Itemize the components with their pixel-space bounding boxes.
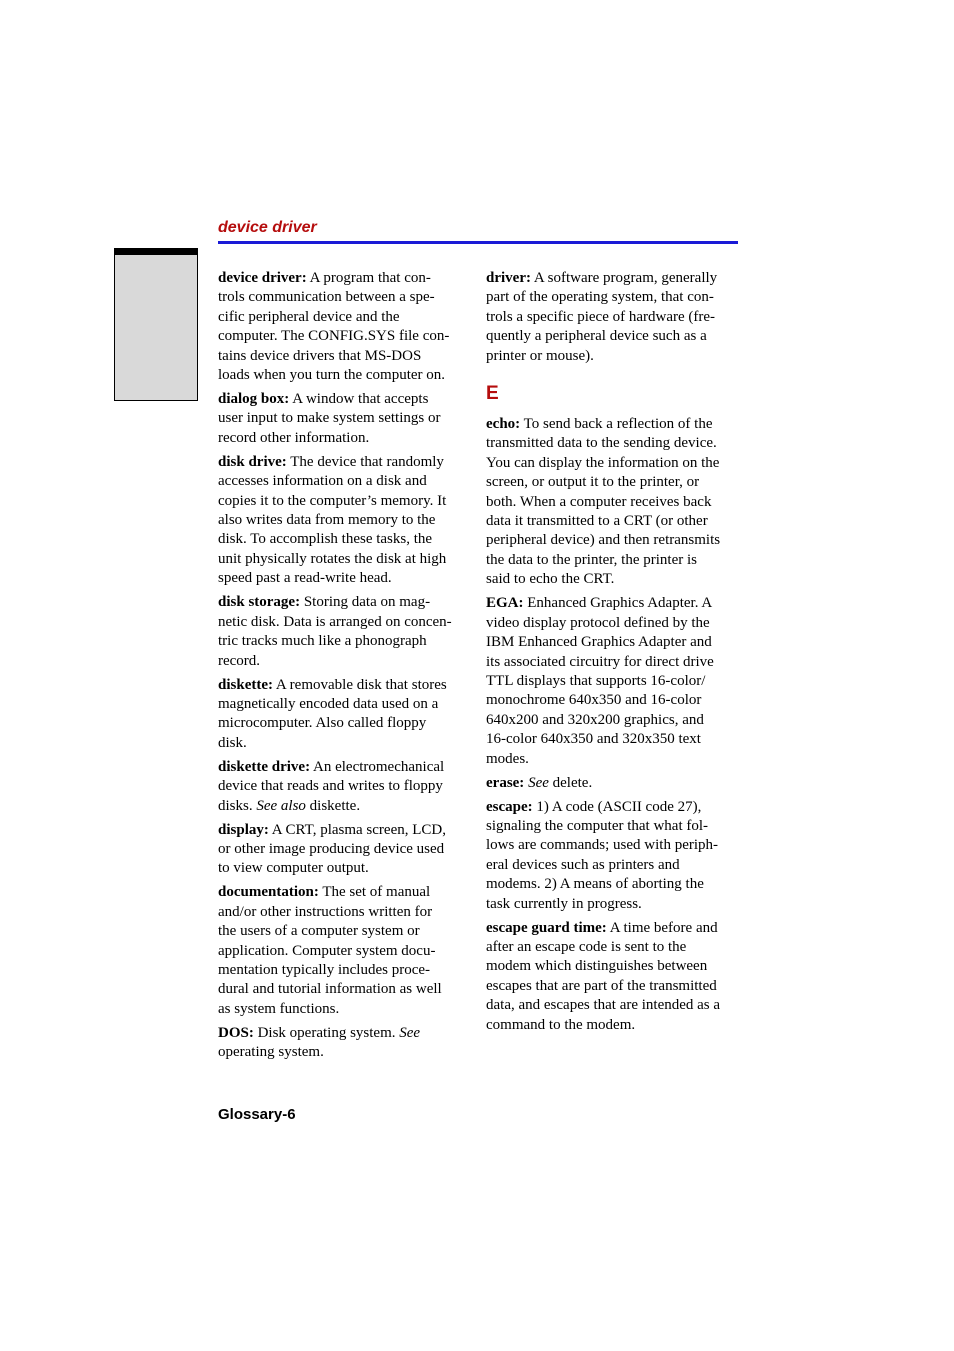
glossary-term: display: <box>218 821 269 838</box>
running-head: device driver <box>218 219 317 236</box>
glossary-term: disk drive: <box>218 453 287 470</box>
definition-text: A program that con- trols communication between a spe- cific peripheral device and the computer. The CONFIG.SYS file con- tains device drivers that MS-DOS loads when you turn the computer on. <box>218 270 450 384</box>
definition-text: An electromechanical device that reads and writes to floppy disks. <box>218 758 445 814</box>
glossary-term: diskette drive: <box>218 758 311 775</box>
definition-text: Storing data on mag- netic disk. Data is arranged on concen- tric tracks much like a phonograph record. <box>218 594 452 669</box>
right-column-top <box>486 269 738 366</box>
glossary-term: driver: <box>486 270 531 286</box>
glossary-entry <box>218 453 468 589</box>
definition-text: Enhanced Graphics Adapter. A video display protocol defined by the IBM Enhanced Graphics Adapter and its associated circuitry for direct drive TTL displays that supports 16-color/ monochrome 640x350 and 16-color 640x200 and 320x200 graphics, and 16-color 640x350 and 320x350 text modes. <box>486 595 714 767</box>
left-column <box>218 269 468 1067</box>
definition-text: To send back a reflection of the transmitted data to the sending device. You can display the information on the screen, or output it to the printer, or both. When a computer receives back data it transmitted to a CRT (or other peripheral device) and then retransmits the data to the printer, the printer is said to echo the CRT. <box>486 416 721 588</box>
glossary-entry <box>218 390 468 448</box>
glossary-term: erase: <box>486 774 525 791</box>
page-number: Glossary-6 <box>218 1106 296 1123</box>
glossary-entry <box>218 269 468 385</box>
definition-text: operating system. <box>218 1044 324 1061</box>
glossary-term: escape guard time: <box>486 919 607 936</box>
glossary-term: escape: <box>486 798 533 815</box>
glossary-entry <box>486 415 738 590</box>
glossary-term: DOS: <box>218 1024 254 1041</box>
definition-text: delete. <box>548 774 593 791</box>
glossary-term: dialog box: <box>218 391 290 408</box>
cross-reference: See also <box>256 797 306 814</box>
glossary-term: device driver: <box>218 270 307 286</box>
right-column-bottom <box>486 415 738 1035</box>
glossary-entry <box>218 1024 468 1063</box>
glossary-entry <box>218 676 468 754</box>
definition-text: A CRT, plasma screen, LCD, or other image producing device used to view computer output. <box>218 821 446 877</box>
glossary-entry <box>218 883 468 1019</box>
glossary-entry <box>486 798 738 914</box>
side-tab-cap <box>115 249 197 255</box>
glossary-term: echo: <box>486 416 521 433</box>
glossary-entry <box>218 758 468 816</box>
glossary-term: disk storage: <box>218 594 301 611</box>
definition-text: The set of manual and/or other instructions written for the users of a computer system or application. Computer system docu- mentation typically includes proce- dural and tutorial information as well as system functions. <box>218 884 442 1017</box>
glossary-entry <box>486 919 738 1035</box>
glossary-entry <box>486 594 738 769</box>
glossary-entry <box>486 774 738 793</box>
definition-text: A software program, generally part of the operating system, that con- trols a specific piece of hardware (fre- quently a peripheral device such as a printer or mouse). <box>486 270 718 364</box>
cross-reference: See <box>399 1024 421 1041</box>
cross-reference: See <box>528 774 549 791</box>
definition-text: The device that randomly accesses information on a disk and copies it to the computer’s memory. It also writes data from memory to the disk. To accomplish these tasks, the unit physically rotates the disk at high speed past a read-write head. <box>218 453 447 587</box>
glossary-term: documentation: <box>218 884 319 901</box>
glossary-term: diskette: <box>218 676 273 693</box>
glossary-term: EGA: <box>486 595 524 612</box>
glossary-entry <box>486 269 738 366</box>
section-letter-heading: E <box>486 383 499 405</box>
definition-text: A removable disk that stores magnetically encoded data used on a microcomputer. Also called floppy disk. <box>218 676 447 751</box>
chapter-side-tab <box>114 248 198 401</box>
definition-text: diskette. <box>305 797 361 814</box>
definition-text: Disk operating system. <box>253 1024 400 1041</box>
definition-text: A window that accepts user input to make system settings or record other information. <box>218 391 441 446</box>
header-rule <box>218 241 738 244</box>
definition-text: A time before and after an escape code is sent to the modem which distinguishes between escapes that are part of the transmitted data, and escapes that are intended as a command to the modem. <box>486 919 721 1033</box>
definition-text: 1) A code (ASCII code 27), signaling the computer that what fol- lows are commands; used with periph- eral devices such as printers and modems. 2) A means of aborting the task currently in progress. <box>486 798 719 912</box>
right-column <box>486 269 738 1040</box>
glossary-entry <box>218 593 468 671</box>
glossary-entry <box>218 821 468 879</box>
